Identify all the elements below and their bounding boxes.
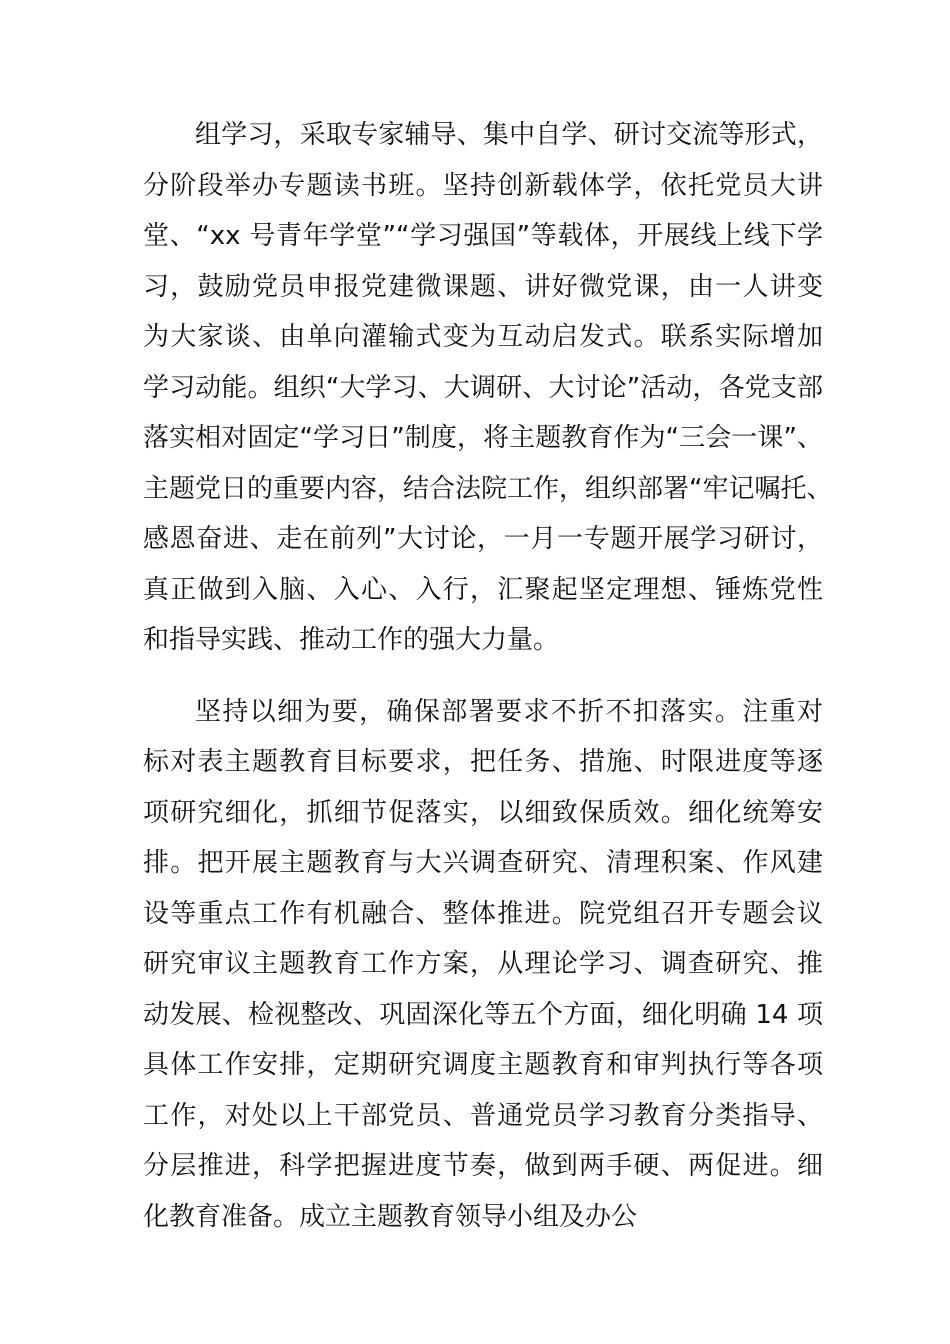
text-line: 设等重点工作有机融合、整体推进。院党组召开专题会议 xyxy=(143,898,823,929)
text-line: 项研究细化，抓细节促落实，以细致保质效。细化统筹安 xyxy=(143,797,823,828)
text-line: 感恩奋进、走在前列”大讨论，一月一专题开展学习研讨， xyxy=(143,524,823,554)
text-line: 组学习，采取专家辅导、集中自学、研讨交流等形式， xyxy=(195,120,823,150)
text-line: 研究审议主题教育工作方案，从理论学习、调查研究、推 xyxy=(143,949,823,979)
text-line: 真正做到入脑、入心、入行，汇聚起坚定理想、锤炼党性 xyxy=(143,574,823,605)
text-line: 动发展、检视整改、巩固深化等五个方面，细化明确 14 项 xyxy=(143,999,823,1030)
text-line: 习，鼓励党员申报党建微课题、讲好微党课，由一人讲变 xyxy=(143,271,823,302)
text-line: 学习动能。组织“大学习、大调研、大讨论”活动，各党支部 xyxy=(143,372,823,403)
text-line: 具体工作安排，定期研究调度主题教育和审判执行等各项 xyxy=(143,1050,823,1080)
text-line: 为大家谈、由单向灌输式变为互动启发式。联系实际增加 xyxy=(143,322,823,352)
text-line: 排。把开展主题教育与大兴调查研究、清理积案、作风建 xyxy=(143,848,823,878)
text-line: 落实相对固定“学习日”制度，将主题教育作为“三会一课”、 xyxy=(143,423,823,453)
text-line: 主题党日的重要内容，结合法院工作，组织部署“牢记嘱托、 xyxy=(143,473,833,504)
paragraph-2 xyxy=(143,687,823,1243)
text-line: 坚持以细为要，确保部署要求不折不扣落实。注重对 xyxy=(195,696,823,727)
text-line: 堂、“xx 号青年学堂”“学习强国”等载体，开展线上线下学 xyxy=(143,221,823,251)
text-line: 分层推进，科学把握进度节奏，做到两手硬、两促进。细 xyxy=(143,1151,823,1181)
document-body xyxy=(143,110,833,1242)
text-line: 标对表主题教育目标要求，把任务、措施、时限进度等逐 xyxy=(143,747,823,777)
text-line: 和指导实践、推动工作的强大力量。 xyxy=(143,625,560,655)
text-line: 工作，对处以上干部党员、普通党员学习教育分类指导、 xyxy=(143,1100,823,1131)
text-line: 分阶段举办专题读书班。坚持创新载体学，依托党员大讲 xyxy=(143,170,823,201)
text-line: 化教育准备。成立主题教育领导小组及办公 xyxy=(143,1201,638,1232)
paragraph-1 xyxy=(143,110,833,666)
